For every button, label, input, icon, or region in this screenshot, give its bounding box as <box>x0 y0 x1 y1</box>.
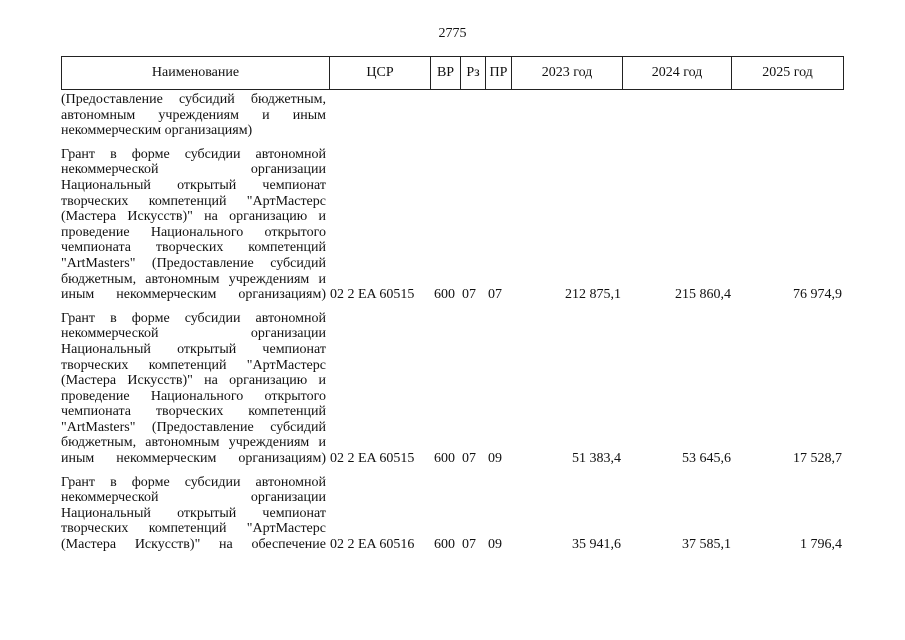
row-pr: 09 <box>488 537 502 553</box>
table-row <box>61 475 844 553</box>
row-2025: 17 528,7 <box>793 451 842 467</box>
table-row <box>61 147 844 303</box>
header-csr: ЦСР <box>330 57 431 89</box>
row-2024: 37 585,1 <box>682 537 731 553</box>
table-header <box>61 56 844 90</box>
header-name: Наименование <box>62 57 330 89</box>
row-2025: 1 796,4 <box>800 537 842 553</box>
row-vr: 600 <box>434 451 455 467</box>
header-pr: ПР <box>486 57 512 89</box>
table-row <box>61 92 844 139</box>
header-2023: 2023 год <box>512 57 623 89</box>
header-vr: ВР <box>431 57 461 89</box>
row-2025: 76 974,9 <box>793 287 842 303</box>
row-rz: 07 <box>462 451 476 467</box>
row-name: Грант в форме субсидии автономной некоммерческой организации Национальный открытый чемпионат творческих компетенций "АртМастерс (Мастера Искусств)" на организацию и проведение Национального открытого чемпионата творческих компетенций "ArtMasters" (Предоставление субсидий бюджетным, автономным учреждениям и иным некоммерческим организациям) <box>61 146 326 303</box>
row-name: (Предоставление субсидий бюджетным, автономным учреждениям и иным некоммерческим организациям) <box>61 92 326 139</box>
row-name: Грант в форме субсидии автономной некоммерческой организации Национальный открытый чемпионат творческих компетенций "АртМастерс (Мастера Искусств)" на обеспечение <box>61 474 326 553</box>
row-2024: 215 860,4 <box>675 287 731 303</box>
row-2023: 212 875,1 <box>565 287 621 303</box>
row-rz: 07 <box>462 537 476 553</box>
row-2023: 51 383,4 <box>572 451 621 467</box>
table-row <box>61 311 844 467</box>
budget-table <box>61 56 844 553</box>
header-rz: Рз <box>461 57 486 89</box>
row-pr: 07 <box>488 287 502 303</box>
row-2023: 35 941,6 <box>572 537 621 553</box>
row-csr: 02 2 EA 60515 <box>330 451 415 467</box>
row-vr: 600 <box>434 537 455 553</box>
header-2025: 2025 год <box>762 65 813 80</box>
row-vr: 600 <box>434 287 455 303</box>
row-pr: 09 <box>488 451 502 467</box>
header-2024: 2024 год <box>623 57 732 89</box>
row-name: Грант в форме субсидии автономной некоммерческой организации Национальный открытый чемпионат творческих компетенций "АртМастерс (Мастера Искусств)" на организацию и проведение Национального открытого чемпионата творческих компетенций "ArtMasters" (Предоставление субсидий бюджетным, автономным учреждениям и иным некоммерческим организациям) <box>61 310 326 467</box>
row-csr: 02 2 EA 60516 <box>330 537 415 553</box>
row-rz: 07 <box>462 287 476 303</box>
row-2024: 53 645,6 <box>682 451 731 467</box>
page-number: 2775 <box>438 26 467 41</box>
row-csr: 02 2 EA 60515 <box>330 287 415 303</box>
